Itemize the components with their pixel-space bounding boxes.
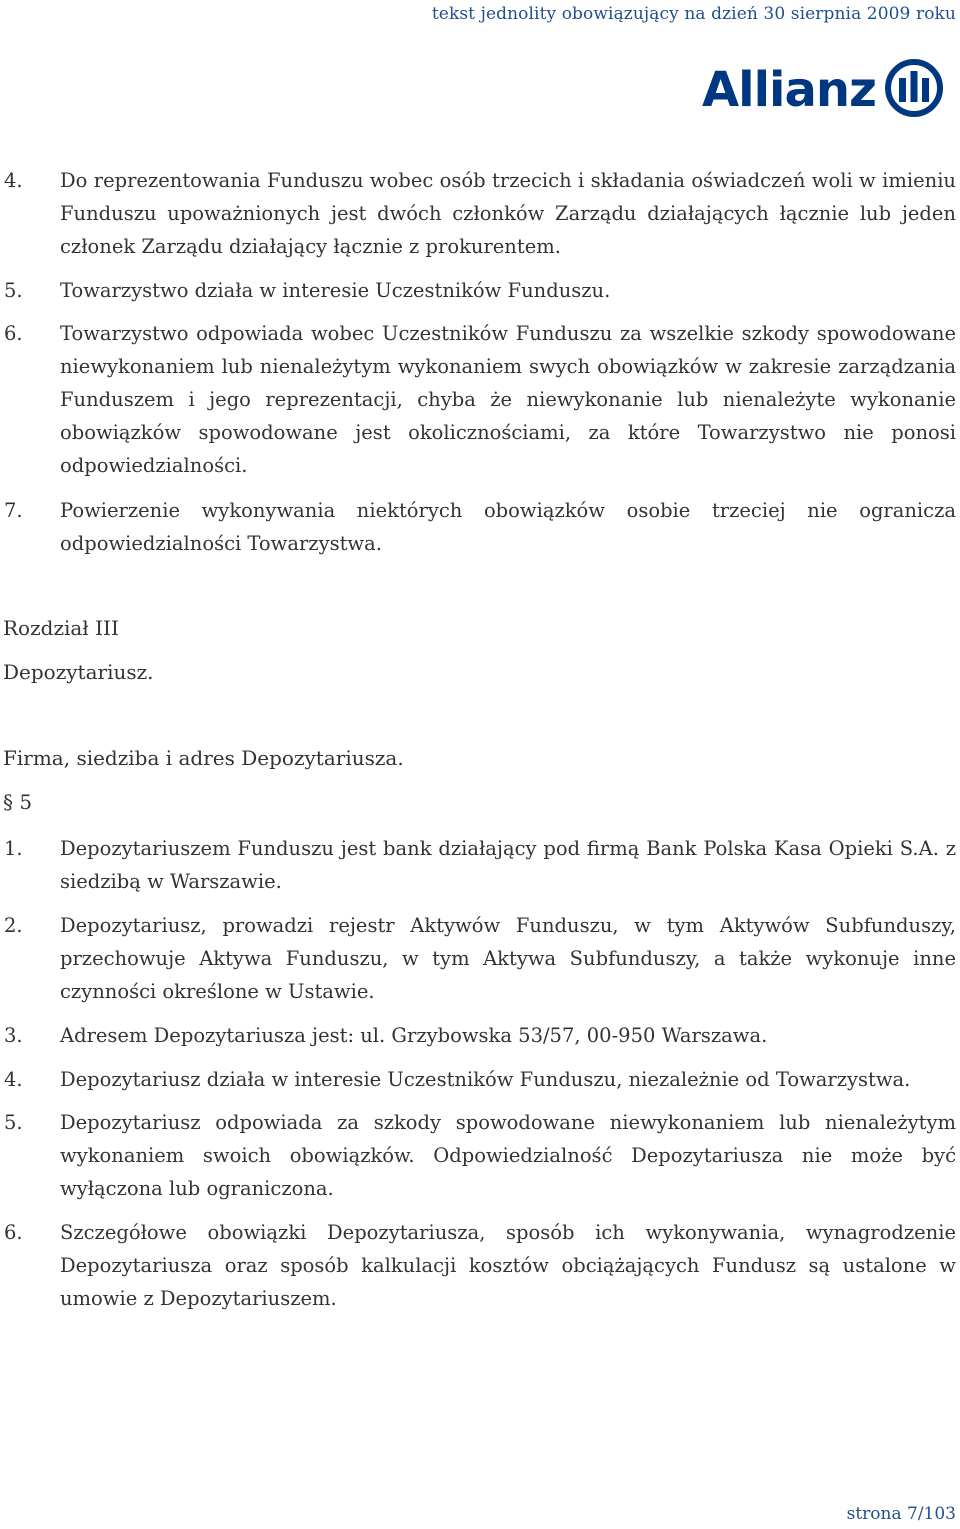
item-text: Do reprezentowania Funduszu wobec osób trzecich i składania oświadczeń woli w imieniu Funduszu upoważnionych jest dwóch członków Zarządu działających łącznie lub jeden członek Zarządu działający łącznie z prokurentem. [60, 169, 956, 258]
list-item [0, 494, 960, 560]
item-text: Powierzenie wykonywania niektórych obowiązków osobie trzeciej nie ogranicza odpowiedzialności Towarzystwa. [60, 499, 956, 555]
document-version-note: tekst jednolity obowiązujący na dzień 30 sierpnia 2009 roku [431, 4, 956, 24]
allianz-eagle-icon [884, 58, 944, 122]
list-item [0, 317, 960, 482]
item-text: Towarzystwo odpowiada wobec Uczestników Funduszu za wszelkie szkody spowodowane niewykonaniem lub nienależytym wykonaniem swych obowiązków w zakresie zarządzania Funduszem i jego reprezentacji, chyba że niewykonanie lub nienależyte wykonanie obowiązków spowodowane jest okolicznościami, za które Towarzystwo nie ponosi odpowiedzialności. [60, 322, 956, 477]
list-item [0, 1019, 960, 1052]
item-number: 2. [4, 914, 23, 937]
item-number: 1. [4, 837, 23, 860]
list-item [0, 1106, 960, 1205]
item-text: Adresem Depozytariusza jest: ul. Grzybowska 53/57, 00-950 Warszawa. [60, 1024, 768, 1047]
list-item [0, 832, 960, 898]
chapter-subtitle: Depozytariusz. [3, 660, 154, 684]
item-number: 4. [4, 169, 23, 192]
item-number: 5. [4, 1111, 23, 1134]
allianz-logo [702, 58, 944, 122]
item-text: Depozytariusz, prowadzi rejestr Aktywów Funduszu, w tym Aktywów Subfunduszy, przechowuje Aktywa Funduszu, w tym Aktywa Subfunduszy, a także wykonuje inne czynności określone w Ustawie. [60, 914, 956, 1003]
list-item [0, 909, 960, 1008]
item-number: 4. [4, 1068, 23, 1091]
item-text: Depozytariusz odpowiada za szkody spowodowane niewykonaniem lub nienależytym wykonaniem swoich obowiązków. Odpowiedzialność Depozytariusza nie może być wyłączona lub ograniczona. [60, 1111, 956, 1200]
item-number: 6. [4, 1221, 23, 1244]
item-text: Depozytariusz działa w interesie Uczestników Funduszu, niezależnie od Towarzystwa. [60, 1068, 911, 1091]
paragraph-sign: § 5 [3, 790, 33, 814]
chapter-title: Rozdział III [3, 616, 119, 640]
page-number: strona 7/103 [846, 1504, 956, 1524]
item-number: 3. [4, 1024, 23, 1047]
item-text: Szczegółowe obowiązki Depozytariusza, sposób ich wykonywania, wynagrodzenie Depozytariusza oraz sposób kalkulacji kosztów obciążających Fundusz są ustalone w umowie z Depozytariuszem. [60, 1221, 956, 1310]
item-text: Depozytariuszem Funduszu jest bank działający pod firmą Bank Polska Kasa Opieki S.A. z siedzibą w Warszawie. [60, 837, 956, 893]
item-number: 5. [4, 279, 23, 302]
list-item [0, 274, 960, 307]
section-title: Firma, siedziba i adres Depozytariusza. [3, 746, 404, 770]
item-text: Towarzystwo działa w interesie Uczestników Funduszu. [60, 279, 611, 302]
list-item [0, 1063, 960, 1096]
item-number: 7. [4, 499, 23, 522]
logo-wordmark: Allianz [701, 62, 876, 118]
item-number: 6. [4, 322, 23, 345]
list-item [0, 164, 960, 263]
list-item [0, 1216, 960, 1315]
